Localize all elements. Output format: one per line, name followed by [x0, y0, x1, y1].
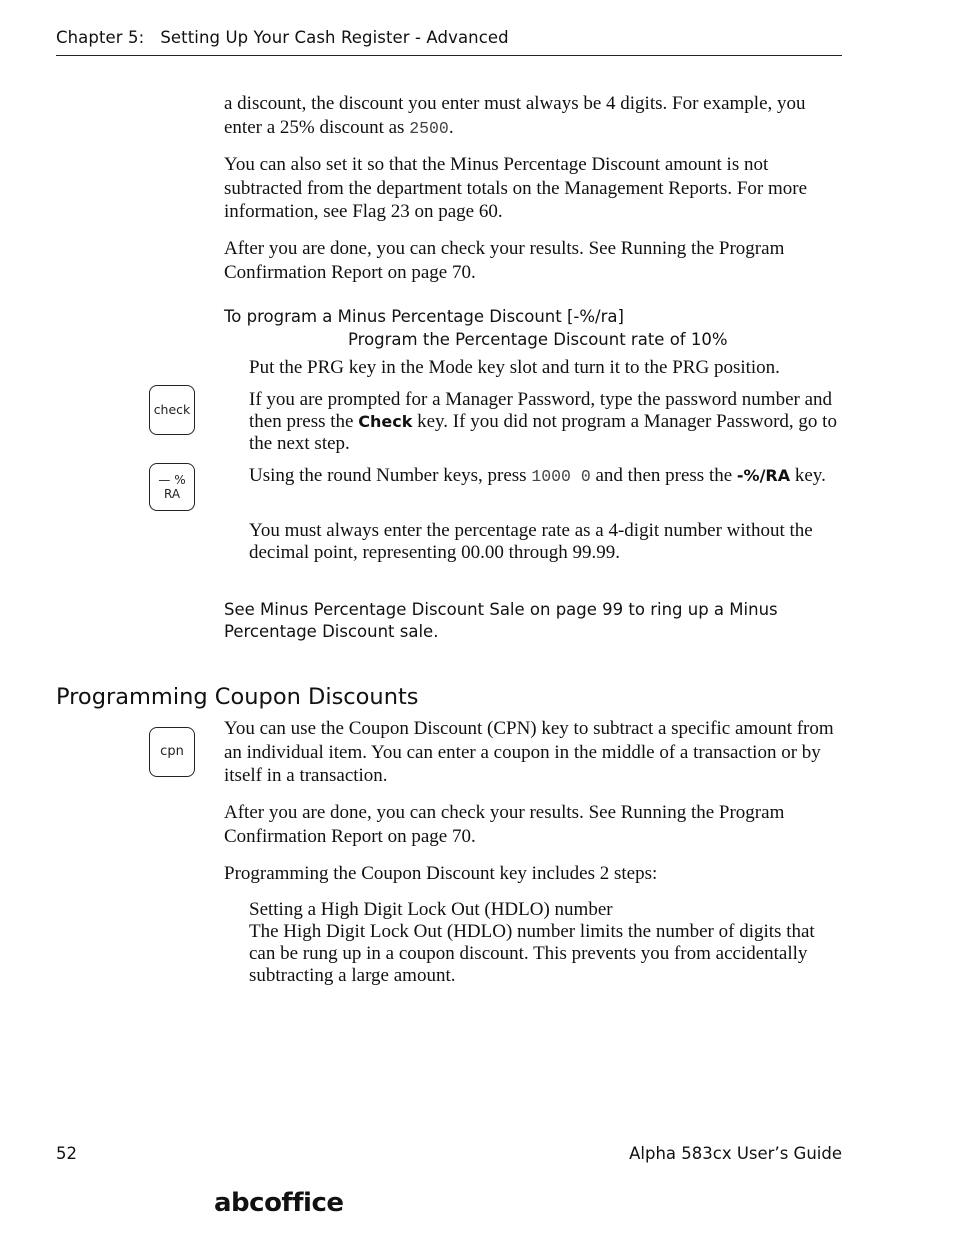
check-key-label: check [153, 402, 191, 417]
check-key-icon [149, 385, 195, 435]
minus-percent-key-name: -%/RA [736, 466, 791, 485]
check-key-name: Check [358, 412, 413, 431]
abcoffice-logo: abcoffice [214, 1188, 344, 1218]
coupon-step-1-title: Setting a High Digit Lock Out (HDLO) number [249, 899, 613, 920]
step3-entry-code: 1000 0 [531, 467, 591, 486]
intro-paragraph-3: After you are done, you can check your results. See Running the Program Confirmation Report on page 70. [224, 238, 785, 283]
procedure-title: To program a Minus Percentage Discount [-%/ra] [224, 307, 624, 326]
minus-key-bottom-label: RA [163, 487, 181, 501]
see-also-note: See Minus Percentage Discount Sale on page 99 to ring up a Minus Percentage Discount sale. [224, 600, 778, 641]
running-header [56, 28, 509, 47]
coupon-paragraph-2: After you are done, you can check your results. See Running the Program Confirmation Report on page 70. [224, 802, 785, 847]
intro-p1-end: . [448, 116, 454, 138]
step2-text-b: key. If you did not program a Manager Password, go to the next step. [249, 411, 837, 454]
cpn-key-label: cpn [160, 744, 184, 759]
header-rule [56, 55, 842, 56]
coupon-paragraph-1: You can use the Coupon Discount (CPN) key to subtract a specific amount from an individual item. You can enter a coupon in the middle of a transaction or by itself in a transaction. [224, 718, 834, 786]
minus-key-top-label: — % [158, 473, 186, 487]
intro-paragraph-1 [224, 92, 840, 140]
intro-paragraph-2: You can also set it so that the Minus Percentage Discount amount is not subtracted from the department totals on the Management Reports. For more information, see Flag 23 on page 60. [224, 154, 808, 222]
step2-text-a: If you are prompted for a Manager Password, type the password number and then press the [249, 389, 833, 432]
discount-example-code: 2500 [409, 118, 449, 138]
section-heading: Programming Coupon Discounts [56, 684, 419, 710]
step3-text-a: Using the round Number keys, press [249, 465, 532, 486]
step3-note: You must always enter the percentage rate as a 4-digit number without the decimal point, representing 00.00 through 99.99. [249, 520, 813, 563]
cpn-key-icon [149, 727, 195, 777]
minus-percent-ra-key-icon [149, 463, 195, 511]
page-number: 52 [56, 1144, 77, 1163]
coupon-step-1-description: The High Digit Lock Out (HDLO) number limits the number of digits that can be rung up in a coupon discount. This prevents you from accidentally subtracting a large amount. [249, 921, 815, 986]
procedure-step-3 [249, 465, 844, 488]
intro-p1-text: a discount, the discount you enter must always be 4 digits. For example, you enter a 25% discount as [224, 93, 806, 138]
chapter-title: Setting Up Your Cash Register - Advanced [160, 28, 509, 47]
procedure-step-1: Put the PRG key in the Mode key slot and turn it to the PRG position. [249, 357, 780, 378]
example-caption: Program the Percentage Discount rate of 10% [348, 330, 728, 349]
step3-text-c: key. [790, 465, 826, 486]
guide-title: Alpha 583cx User’s Guide [629, 1144, 842, 1163]
coupon-paragraph-3: Programming the Coupon Discount key includes 2 steps: [224, 863, 658, 884]
chapter-number: Chapter 5: [56, 28, 145, 47]
procedure-step-2 [249, 389, 844, 455]
step3-text-b: and then press the [590, 465, 737, 486]
